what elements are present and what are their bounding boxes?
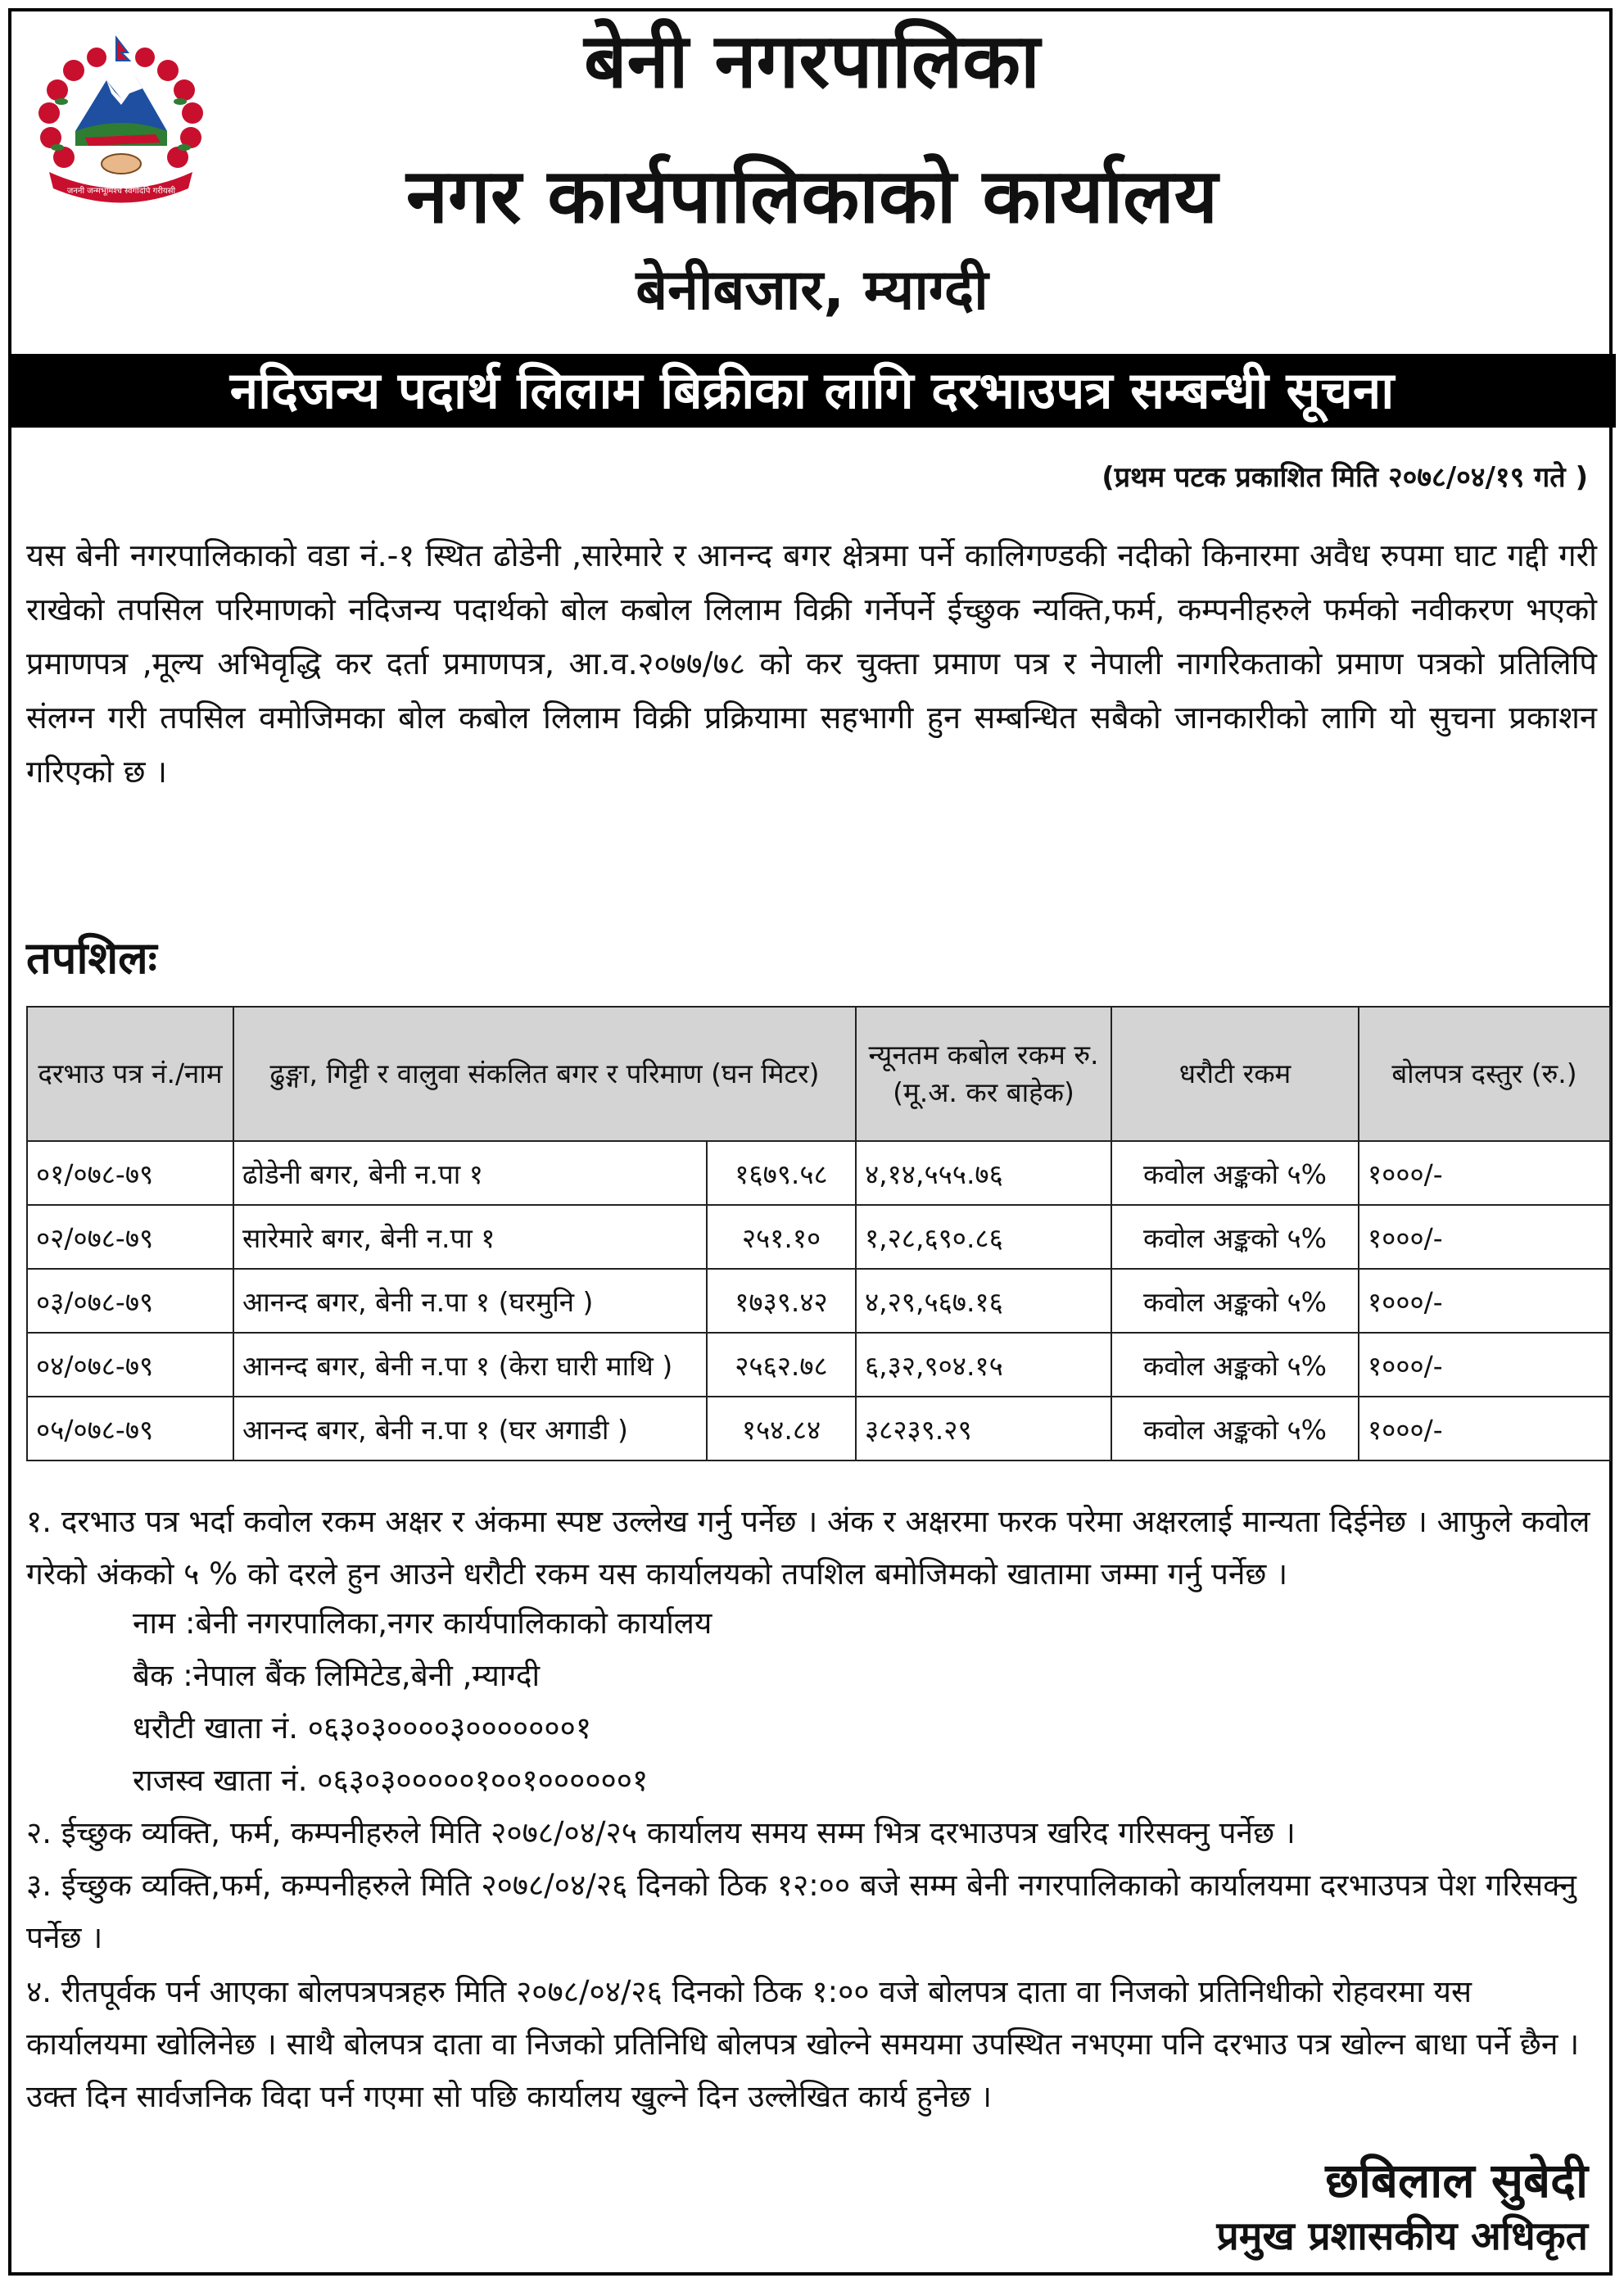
account-name: नाम :बेनी नगरपालिका,नगर कार्यपालिकाको कार्यालय xyxy=(133,1605,712,1641)
cell-place: आनन्द बगर, बेनी न.पा १ (घर अगाडी ) xyxy=(233,1397,707,1461)
col-header-no: दरभाउ पत्र नं./नाम xyxy=(27,1007,233,1141)
cell-deposit: कवोल अङ्कको ५% xyxy=(1111,1205,1359,1269)
cell-deposit: कवोल अङ्कको ५% xyxy=(1111,1333,1359,1397)
cell-qty: २५६२.७८ xyxy=(707,1333,856,1397)
schedule-heading: तपशिलः xyxy=(26,932,157,984)
municipality-name: बेनी नगरपालिका xyxy=(584,17,1040,105)
cell-place: ढोडेनी बगर, बेनी न.पा १ xyxy=(233,1141,707,1205)
cell-qty: २५१.१० xyxy=(707,1205,856,1269)
cell-fee: १०००/- xyxy=(1359,1141,1610,1205)
auction-table xyxy=(26,1006,1611,1461)
table-row xyxy=(27,1397,1610,1461)
cell-fee: १०००/- xyxy=(1359,1205,1610,1269)
cell-min-bid: ४,२९,५६७.१६ xyxy=(856,1269,1111,1333)
col-header-place: ढुङ्गा, गिट्टी र वालुवा संकलित बगर र परिमाण (घन मिटर) xyxy=(233,1007,856,1141)
table-header-row xyxy=(27,1007,1610,1141)
cell-deposit: कवोल अङ्कको ५% xyxy=(1111,1141,1359,1205)
signatory-title: प्रमुख प्रशासकीय अधिकृत xyxy=(1216,2213,1588,2259)
table-row xyxy=(27,1205,1610,1269)
signatory-name: छबिलाल सुबेदी xyxy=(1325,2153,1588,2208)
cell-qty: १६७९.५८ xyxy=(707,1141,856,1205)
col-header-deposit: धरौटी रकम xyxy=(1111,1007,1359,1141)
cell-deposit: कवोल अङ्कको ५% xyxy=(1111,1397,1359,1461)
table-row xyxy=(27,1141,1610,1205)
cell-min-bid: ४,१४,५५५.७६ xyxy=(856,1141,1111,1205)
cell-deposit: कवोल अङ्कको ५% xyxy=(1111,1269,1359,1333)
cell-qty: १७३९.४२ xyxy=(707,1269,856,1333)
cell-no: ०३/०७८-७९ xyxy=(27,1269,233,1333)
deposit-account-number: धरौटी खाता नं. ०६३०३००००३०००००००१ xyxy=(133,1710,592,1746)
cell-qty: १५४.८४ xyxy=(707,1397,856,1461)
cell-fee: १०००/- xyxy=(1359,1333,1610,1397)
table-row xyxy=(27,1269,1610,1333)
cell-place: आनन्द बगर, बेनी न.पा १ (केरा घारी माथि ) xyxy=(233,1333,707,1397)
note-4: ४. रीतपूर्वक पर्न आएका बोलपत्रपत्रहरु मिति २०७८/०४/२६ दिनको ठिक १:०० वजे बोलपत्र दाता वा निजको प्रतिनिधीको रोहवरमा यस कार्यालयमा खोलिनेछ । साथै बोलपत्र दाता वा निजको प्रतिनिधि बोलपत्र खोल्ने समयमा उपस्थित नभएमा पनि दरभाउ पत्र खोल्न बाधा पर्ने छैन । उक्त दिन सार्वजनिक विदा पर्न गएमा सो पछि कार्यालय खुल्ने दिन उल्लेखित कार्य हुनेछ । xyxy=(26,1974,1580,2114)
col-header-min-bid: न्यूनतम कबोल रकम रु.(मू.अ. कर बाहेक) xyxy=(856,1007,1111,1141)
cell-min-bid: ६,३२,९०४.१५ xyxy=(856,1333,1111,1397)
cell-min-bid: १,२८,६९०.८६ xyxy=(856,1205,1111,1269)
notice-title-banner: नदिजन्य पदार्थ लिलाम बिक्रीका लागि दरभाउपत्र सम्बन्धी सूचना xyxy=(8,354,1616,428)
revenue-account-number: राजस्व खाता नं. ०६३०३०००००१००१००००००१ xyxy=(133,1763,649,1798)
office-address: बेनीबजार, म्याग्दी xyxy=(636,258,988,323)
table-row xyxy=(27,1333,1610,1397)
cell-place: आनन्द बगर, बेनी न.पा १ (घरमुनि ) xyxy=(233,1269,707,1333)
note-3: ३. ईच्छुक व्यक्ति,फर्म, कम्पनीहरुले मिति २०७८/०४/२६ दिनको ठिक १२:०० बजे सम्म बेनी नगरपालिकाको कार्यालयमा दरभाउपत्र पेश गरिसक्नु पर्नेछ । xyxy=(26,1868,1577,1955)
cell-no: ०१/०७८-७९ xyxy=(27,1141,233,1205)
note-2: २. ईच्छुक व्यक्ति, फर्म, कम्पनीहरुले मिति २०७८/०४/२५ कार्यालय समय सम्म भित्र दरभाउपत्र खरिद गरिसक्नु पर्नेछ । xyxy=(26,1815,1296,1850)
svg-text:जननी जन्मभूमिश्च स्वर्गादपि गर: जननी जन्मभूमिश्च स्वर्गादपि गरीयसी xyxy=(66,187,176,196)
col-header-fee: बोलपत्र दस्तुर (रु.) xyxy=(1359,1007,1610,1141)
cell-no: ०२/०७८-७९ xyxy=(27,1205,233,1269)
note-1: १. दरभाउ पत्र भर्दा कवोल रकम अक्षर र अंकमा स्पष्ट उल्लेख गर्नु पर्नेछ । अंक र अक्षरमा फरक परेमा अक्षरलाई मान्यता दिईनेछ । आफुले कवोल गरेको अंकको ५ % को दरले हुन आउने धरौटी रकम यस कार्यालयको तपशिल बमोजिमको खातामा जम्मा गर्नु पर्नेछ । xyxy=(26,1504,1590,1592)
cell-fee: १०००/- xyxy=(1359,1397,1610,1461)
office-name: नगर कार्यपालिकाको कार्यालय xyxy=(405,152,1219,240)
publication-date: (प्रथम पटक प्रकाशित मिति २०७८/०४/१९ गते ) xyxy=(1102,461,1588,494)
cell-fee: १०००/- xyxy=(1359,1269,1610,1333)
cell-no: ०५/०७८-७९ xyxy=(27,1397,233,1461)
account-bank: बैक :नेपाल बैंक लिमिटेड,बेनी ,म्याग्दी xyxy=(133,1658,541,1693)
cell-no: ०४/०७८-७९ xyxy=(27,1333,233,1397)
cell-min-bid: ३८२३९.२९ xyxy=(856,1397,1111,1461)
cell-place: सारेमारे बगर, बेनी न.पा १ xyxy=(233,1205,707,1269)
intro-paragraph: यस बेनी नगरपालिकाको वडा नं.-१ स्थित ढोडेनी ,सारेमारे र आनन्द बगर क्षेत्रमा पर्ने कालिगण्डकी नदीको किनारमा अवैध रुपमा घाट गद्दी गरी राखेको तपसिल परिमाणको नदिजन्य पदार्थको बोल कबोल लिलाम विक्री गर्नेपर्ने ईच्छुक न्यक्ति,फर्म, कम्पनीहरुले फर्मको नवीकरण भएको प्रमाणपत्र ,मूल्य अभिवृद्धि कर दर्ता प्रमाणपत्र, आ.व.२०७७/७८ को कर चुक्ता प्रमाण पत्र र नेपाली नागरिकताको प्रमाण पत्रको प्रतिलिपि संलग्न गरी तपसिल वमोजिमका बोल कबोल लिलाम विक्री प्रक्रियामा सहभागी हुन सम्बन्धित सबैको जानकारीको लागि यो सुचना प्रकाशन गरिएको छ । xyxy=(26,537,1597,790)
